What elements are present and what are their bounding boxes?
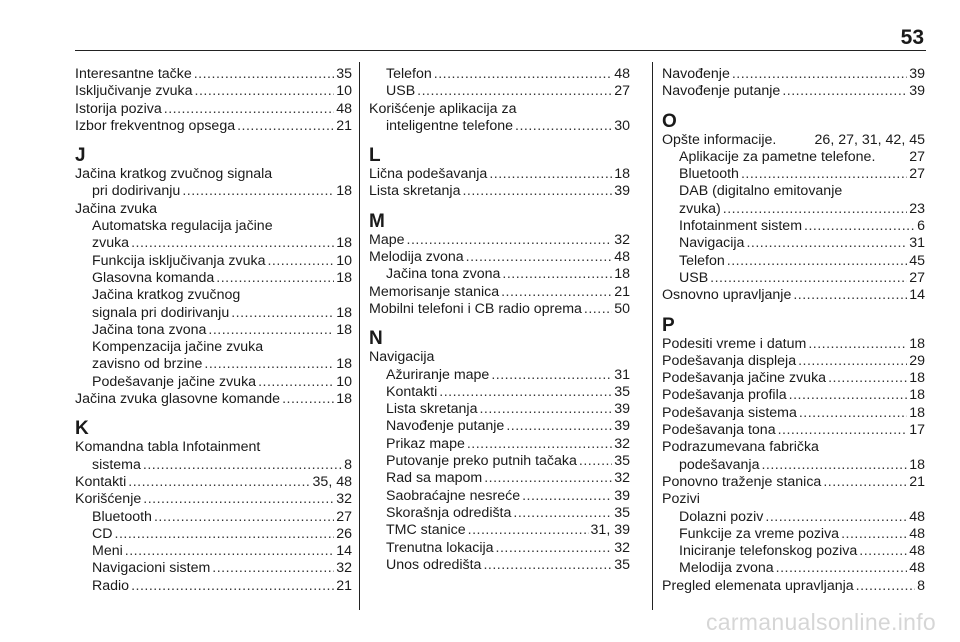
index-entry: inteligentne telefone ..... 30 [369,118,630,135]
index-entry: Bluetooth ..... 27 [662,166,925,183]
watermark: carmanualsonline.info [705,609,936,635]
header-rule [75,50,926,51]
index-entry: Navigacioni sistem ..... 32 [75,560,352,577]
index-entry: TMC stanice ..... 31, 39 [369,522,630,539]
section-letter: M [369,210,385,232]
index-entry: Lista skretanja ..... 39 [369,401,630,418]
column-separator [652,62,653,610]
index-entry: Unos odredišta ..... 35 [369,557,630,574]
index-entry: Navođenje ..... 39 [662,66,925,83]
index-entry: Navođenje putanje ..... 39 [662,83,925,100]
index-entry: Funkcija isključivanja zvuka ..... 10 [75,253,352,270]
index-subheading: Jačina kratkog zvučnog [92,287,241,304]
index-entry: Pregled elemenata upravljanja ..... 8 [662,578,925,595]
index-entry: Podešavanja sistema ..... 18 [662,405,925,422]
index-entry: zavisno od brzine ..... 18 [75,356,352,373]
index-entry: Melodija zvona ..... 48 [662,560,925,577]
index-entry: Podešavanja tona ..... 17 [662,422,925,439]
index-entry: Izbor frekventnog opsega ..... 21 [75,118,352,135]
index-entry: Trenutna lokacija ..... 32 [369,540,630,557]
index-entry: Jačina tona zvona ..... 18 [75,322,352,339]
index-entry: Lična podešavanja ..... 18 [369,166,630,183]
index-entry: Mobilni telefoni i CB radio oprema ..... 50 [369,301,630,318]
index-entry: Navigacija ..... 31 [662,235,925,252]
index-entry: Melodija zvona ..... 48 [369,249,630,266]
index-entry: USB ..... 27 [369,83,630,100]
page-number: 53 [900,26,924,49]
index-entry: Podešavanja displeja ..... 29 [662,353,925,370]
index-subheading: Kompenzacija jačine zvuka [92,339,264,356]
index-entry: Aplikacije za pametne telefone. 27 [679,148,925,165]
index-entry: Rad sa mapom ..... 32 [369,470,630,487]
index-subheading: Automatska regulacija jačine [92,218,273,235]
index-entry: Skorašnja odredišta ..... 35 [369,505,630,522]
index-heading: Jačina kratkog zvučnog signala [75,166,273,183]
index-entry: Lista skretanja ..... 39 [369,183,630,200]
index-entry: Dolazni poziv ..... 48 [662,509,925,526]
index-entry: CD ..... 26 [75,526,352,543]
index-heading: Pozivi [662,491,700,508]
index-entry: zvuka) ..... 23 [662,201,925,218]
index-heading: Korišćenje aplikacija za [369,100,517,117]
index-entry: Podešavanje jačine zvuka ..... 10 [75,374,352,391]
section-letter: J [75,145,86,167]
index-entry: Navođenje putanje ..... 39 [369,418,630,435]
column-separator [359,62,360,610]
index-entry: Opšte informacije. 26, 27, 31, 42, 45 [662,131,925,148]
index-entry: Memorisanje stanica ..... 21 [369,284,630,301]
index-subheading: DAB (digitalno emitovanje [679,183,843,200]
index-entry: Infotainment sistem ..... 6 [662,218,925,235]
index-entry: Glasovna komanda ..... 18 [75,270,352,287]
index-entry: USB ..... 27 [662,270,925,287]
section-letter: N [369,328,383,350]
section-letter: L [369,145,381,167]
index-entry: Funkcije za vreme poziva ..... 48 [662,526,925,543]
index-entry: Kontakti ..... 35 [369,384,630,401]
index-entry: Iniciranje telefonskog poziva ..... 48 [662,543,925,560]
index-entry: Putovanje preko putnih tačaka ..... 35 [369,453,630,470]
index-entry: Prikaz mape ..... 32 [369,436,630,453]
index-column-2 [369,66,630,574]
index-entry: Ponovno traženje stanica ..... 21 [662,474,925,491]
index-entry: Telefon ..... 48 [369,66,630,83]
section-letter: K [75,418,89,440]
index-entry: Jačina tona zvona ..... 18 [369,266,630,283]
index-entry: Meni ..... 14 [75,543,352,560]
index-entry: Telefon ..... 45 [662,253,925,270]
index-entry: pri dodirivanju ..... 18 [75,183,352,200]
index-column-1 [75,66,352,595]
index-entry: Podešavanja jačine zvuka ..... 18 [662,370,925,387]
index-heading: Navigacija [369,349,435,366]
index-entry: signala pri dodirivanju ..... 18 [75,305,352,322]
index-entry: Interesantne tačke ..... 35 [75,66,352,83]
index-entry: zvuka ..... 18 [75,235,352,252]
index-entry: Istorija poziva ..... 48 [75,101,352,118]
index-entry: Bluetooth ..... 27 [75,509,352,526]
section-letter: O [662,110,677,132]
index-heading: Komandna tabla Infotainment [75,439,261,456]
index-entry: Ažuriranje mape ..... 31 [369,367,630,384]
index-entry: Radio ..... 21 [75,578,352,595]
index-entry: Jačina zvuka glasovne komande ..... 18 [75,391,352,408]
index-heading: Jačina zvuka [75,200,158,217]
index-column-3 [662,66,925,595]
index-entry: Osnovno upravljanje ..... 14 [662,287,925,304]
index-entry: Podesiti vreme i datum ..... 18 [662,336,925,353]
index-entry: Isključivanje zvuka ..... 10 [75,83,352,100]
index-heading: Podrazumevana fabrička [662,439,819,456]
index-entry: Kontakti ..... 35, 48 [75,474,352,491]
index-entry: sistema ..... 8 [75,457,352,474]
section-letter: P [662,314,675,336]
index-entry: Mape ..... 32 [369,232,630,249]
index-entry: podešavanja ..... 18 [662,457,925,474]
index-entry: Saobraćajne nesreće ..... 39 [369,488,630,505]
index-entry: Podešavanja profila ..... 18 [662,387,925,404]
index-entry: Korišćenje ..... 32 [75,491,352,508]
